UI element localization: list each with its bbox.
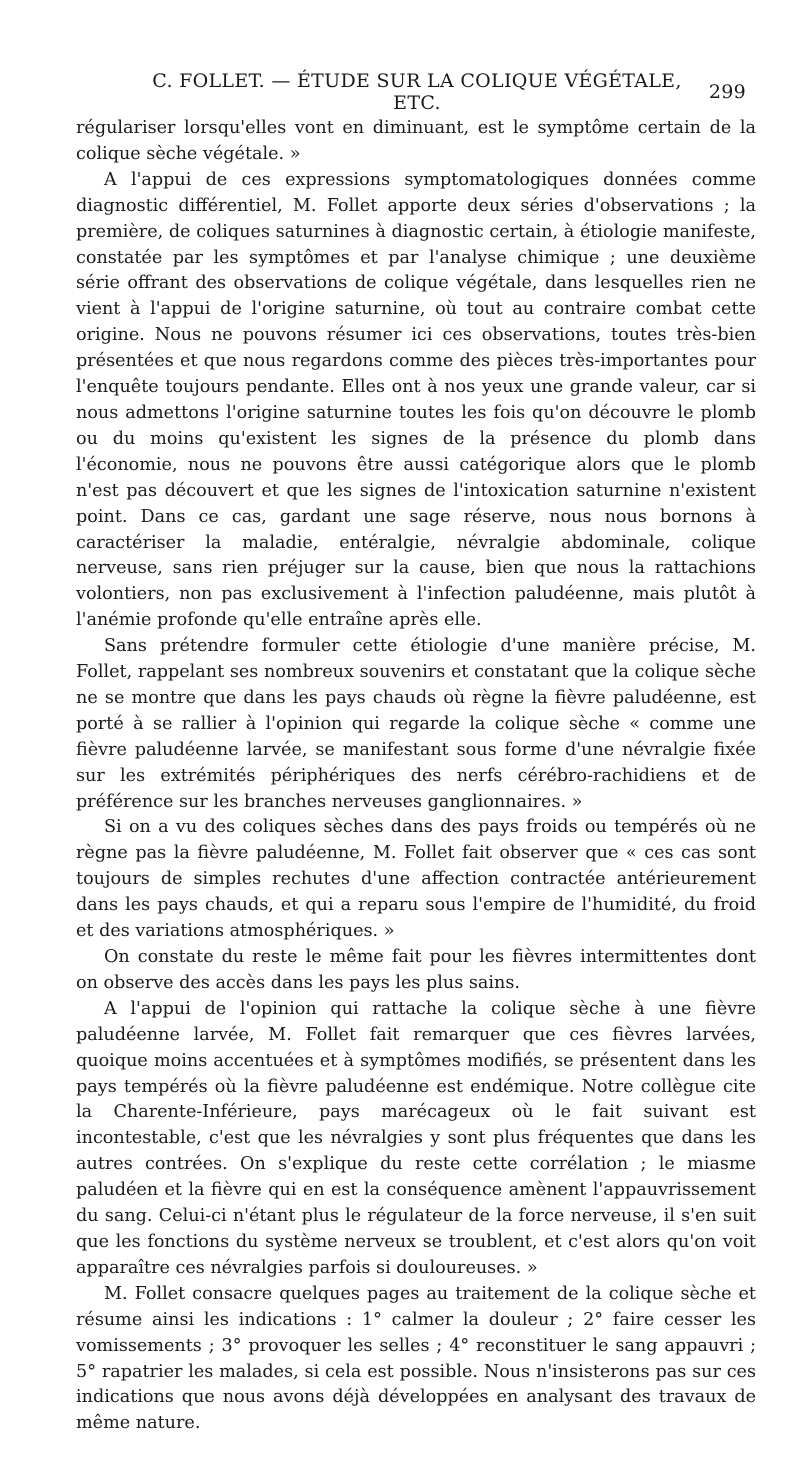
paragraph: On constate du reste le même fait pour les fièvres intermittentes dont on observe des accès dans les pays les plus sains. — [76, 947, 756, 993]
paragraph: Si on a vu des coliques sèches dans des pays froids ou tempérés où ne règne pas la fièvre paludéenne, M. Follet fait observer que « ces cas sont toujours de simples rechutes d'une affection contractée antérieurement dans les pays chauds, et qui a reparu sous l'empire de l'humidité, du froid et des variations atmosphériques. » — [76, 817, 756, 942]
paragraph: régulariser lorsqu'elles vont en diminuant, est le symptôme certain de la colique sèche végétale. » — [76, 118, 756, 164]
paragraph: A l'appui de l'opinion qui rattache la colique sèche à une fièvre paludéenne larvée, M. Follet fait remarquer que ces fièvres larvées, quoique moins accentuées et à symptômes modifiés, se présentent dans les pays tempérés où la fièvre paludéenne est endémique. Notre collègue cite la Charente-Inférieure, pays marécageux où le fait suivant est incontestable, c'est que les névralgies y sont plus fréquentes que dans les autres contrées. On s'explique du reste cette corrélation ; le miasme paludéen et la fièvre qui en est la conséquence amènent l'appauvrissement du sang. Celui-ci n'étant plus le régulateur de la force nerveuse, il s'en suit que les fonctions du système nerveux se troublent, et c'est alors qu'on voit apparaître ces névralgies parfois si douloureuses. » — [76, 998, 756, 1278]
body-text — [76, 116, 756, 1437]
page-header — [78, 70, 746, 114]
paragraph: A l'appui de ces expressions symptomatologiques données comme diagnostic différentiel, M. Follet apporte deux séries d'observations ; la première, de coliques saturnines à diagnostic certain, à étiologie manifeste, constatée par les symptômes et par l'analyse chimique ; une deuxième série offrant des observations de colique végétale, dans lesquelles rien ne vient à l'appui de l'origine saturnine, où tout au contraire combat cette origine. Nous ne pouvons résumer ici ces observations, toutes très-bien présentées et que nous regardons comme des pièces très-importantes pour l'enquête toujours pendante. Elles ont à nos yeux une grande valeur, car si nous admettons l'origine saturnine toutes les fois qu'on découvre le plomb ou du moins qu'existent les signes de la présence du plomb dans l'économie, nous ne pouvons être aussi catégorique alors que le plomb n'est pas découvert et que les signes de l'intoxication saturnine n'existent point. Dans ce cas, gardant une sage réserve, nous nous bornons à caractériser la maladie, entéralgie, névralgie abdominale, colique nerveuse, sans rien préjuger sur la cause, bien que nous la rattachions volontiers, non pas exclusivement à l'infection paludéenne, mais plutôt à l'anémie profonde qu'elle entraîne après elle. — [76, 169, 756, 631]
paragraph: Sans prétendre formuler cette étiologie d'une manière précise, M. Follet, rappelant ses nombreux souvenirs et constatant que la colique sèche ne se montre que dans les pays chauds où règne la fièvre paludéenne, est porté à se rallier à l'opinion qui regarde la colique sèche « comme une fièvre paludéenne larvée, se manifestant sous forme d'une névralgie fixée sur les extrémités périphériques des nerfs cérébro-rachidiens et de préférence sur les branches nerveuses ganglionnaires. » — [76, 636, 756, 812]
paragraph: M. Follet consacre quelques pages au traitement de la colique sèche et résume ainsi les indications : 1° calmer la douleur ; 2° faire cesser les vomissements ; 3° provoquer les selles ; 4° reconstituer le sang appauvri ; 5° rapatrier les malades, si cela est possible. Nous n'insisterons pas sur ces indications que nous avons déjà développées en analysant des travaux de même nature. — [76, 1283, 756, 1434]
running-title: C. FOLLET. — ÉTUDE SUR LA COLIQUE VÉGÉTALE, ETC. — [152, 70, 682, 114]
page-number: 299 — [708, 81, 746, 103]
